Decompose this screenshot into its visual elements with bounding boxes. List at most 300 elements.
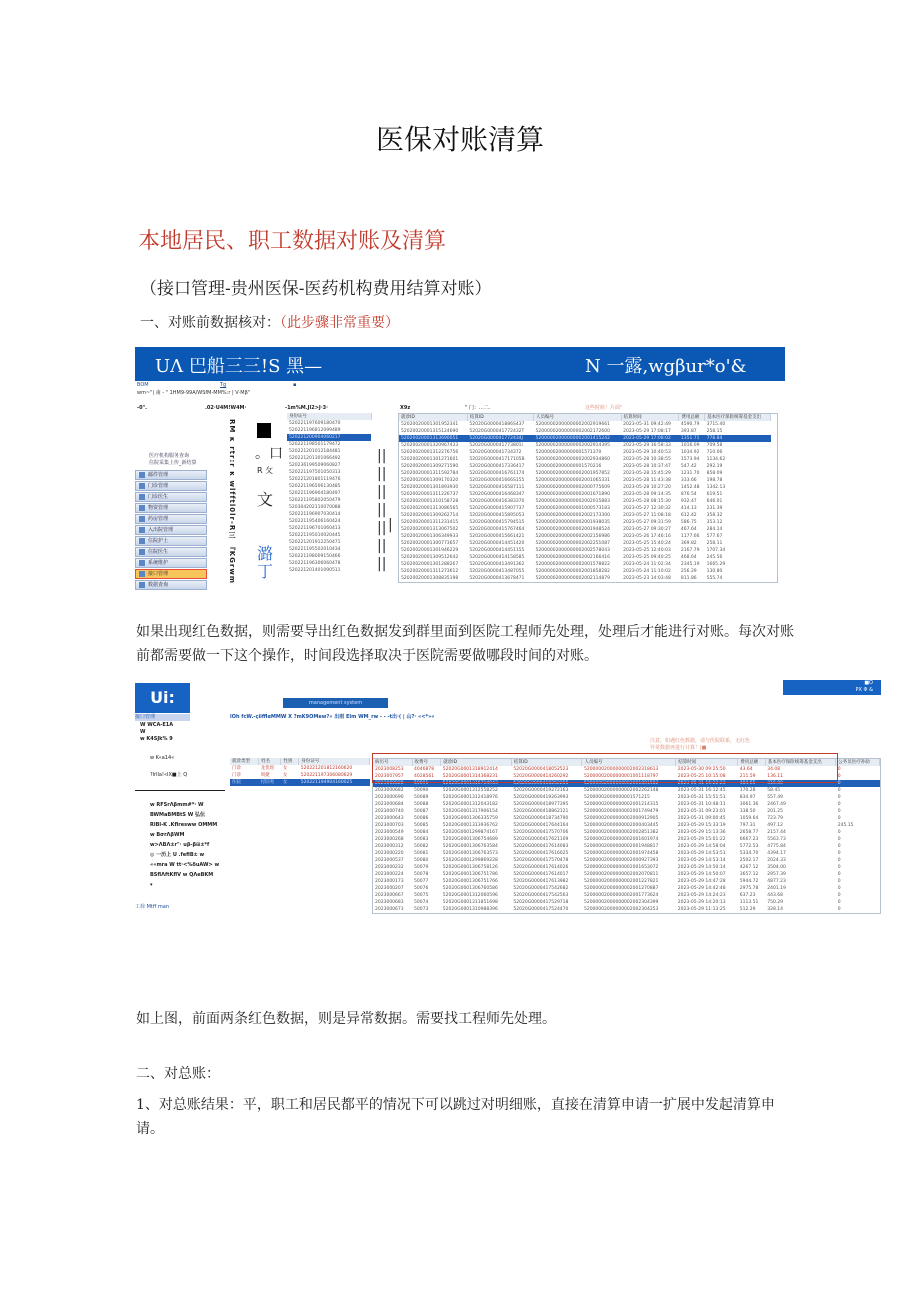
id-row[interactable] <box>287 441 371 448</box>
table-cell: 2345.19 <box>680 562 700 567</box>
nav-tree-item[interactable]: 医疗机构服务查询 <box>149 453 190 459</box>
table-row[interactable] <box>399 428 771 435</box>
table-cell: 52000002000000002000927393 <box>583 858 659 863</box>
id-row[interactable] <box>287 504 371 511</box>
table-row[interactable] <box>373 808 880 815</box>
table-cell: 52020020001308835198 <box>401 576 459 581</box>
table-cell: 52020020001301288267 <box>401 562 459 567</box>
table-cell: 50080 <box>414 858 429 863</box>
table-cell: 门诊 <box>232 766 241 771</box>
column-header[interactable]: 结算ID <box>467 414 533 421</box>
table-row[interactable] <box>373 857 880 864</box>
table-cell: 52000002000000002001801582 <box>582 780 676 787</box>
table-cell: 52020G0000417621109 <box>513 837 569 842</box>
table-cell: 2023-05-29 17:08:02 <box>621 435 679 442</box>
nav-line[interactable]: ▾ <box>150 882 153 888</box>
table-cell: 2023-05-31 16:12:45 <box>677 788 726 793</box>
table-cell: 52000002000000001571370 <box>535 450 602 455</box>
table-cell: 女 <box>282 766 288 771</box>
table-cell: 52020G0001299869228 <box>442 858 498 863</box>
table-cell: 284.14 <box>706 527 723 532</box>
table-cell: 0 <box>837 774 841 779</box>
table-row[interactable] <box>399 554 771 561</box>
glyph-4: 潞丁 <box>257 544 274 581</box>
id-row[interactable] <box>287 567 371 574</box>
table-cell: 2023-05-27 09:31:59 <box>623 520 671 525</box>
table-row[interactable] <box>399 526 771 533</box>
system-label-bar: management system <box>283 698 388 708</box>
table-cell: 52020G0000417542682 <box>513 886 569 891</box>
table-cell: 52020G0001314368231 <box>442 774 498 779</box>
table-cell: 4775.84 <box>767 844 786 849</box>
id-row[interactable] <box>287 490 371 497</box>
nav-line[interactable]: ?lrlla!«IX■上 Q <box>150 772 188 778</box>
nav-line[interactable]: w K«a14« <box>150 755 175 761</box>
table-cell: 52020020001301893930 <box>401 485 459 490</box>
nav-item[interactable]: 住院护士 <box>135 536 207 546</box>
table-cell: 5944.72 <box>739 879 759 884</box>
table-cell: 577.67 <box>706 534 723 539</box>
id-cell: 520221201012184481 <box>289 449 341 454</box>
nav-line[interactable]: ««mra W tt·<%δuAW> w <box>150 862 220 868</box>
table-cell: 52000002000000002002934860 <box>535 457 610 462</box>
nav-line[interactable]: W WCA-E1A <box>140 722 174 728</box>
table-row[interactable] <box>399 533 771 540</box>
nav-line[interactable]: W <box>140 729 146 735</box>
table-row[interactable] <box>399 505 771 512</box>
table-cell: 52000002000000002002166416 <box>535 555 610 560</box>
table-row[interactable] <box>373 871 880 878</box>
table-cell: 2023-05-29 17:08:17 <box>623 429 671 434</box>
table-cell: 50084 <box>414 830 429 835</box>
screenshot-red-data <box>135 680 881 1000</box>
logo: Ui: <box>135 683 190 713</box>
table-cell: 2023-05-29 14:58:04 <box>677 844 726 849</box>
id-row[interactable] <box>287 427 371 434</box>
table-row[interactable] <box>399 442 771 449</box>
table-cell: 258.15 <box>706 429 723 434</box>
table-cell: 2023000740 <box>375 809 404 814</box>
table-cell: 52000002000000002001578822 <box>535 562 610 567</box>
table-cell: 52000002000000002002304399 <box>583 900 659 905</box>
table-cell: 52020020001301946229 <box>401 548 459 553</box>
nav-item[interactable]: 物资管理 <box>135 503 207 513</box>
table-cell: 52020G0000418262255 <box>511 780 582 787</box>
nav-tree-item[interactable]: 住院采集上传_新结算 <box>149 460 197 466</box>
table-cell: 1573.94 <box>680 457 700 462</box>
table-row[interactable] <box>399 421 771 428</box>
column-header[interactable]: 姓名 <box>259 758 281 765</box>
column-header[interactable]: 性别 <box>281 758 299 765</box>
column-header[interactable]: 公务员医疗补助 <box>836 759 880 766</box>
table-cell: 211.59 <box>739 774 756 779</box>
table-cell: 201.25 <box>767 809 783 814</box>
table-cell: 52020020001306349933 <box>401 534 459 539</box>
table-cell: 52000002000000002001974458 <box>583 851 659 856</box>
table-row[interactable] <box>399 540 771 547</box>
id-cell: 520221198009150466 <box>289 554 341 559</box>
warning-note-line-2: 异常数据再进行计算！|■ <box>650 745 707 751</box>
nav-item[interactable]: 住院医生 <box>135 547 207 557</box>
table-cell: 52020G0001306751766 <box>442 879 498 884</box>
app-header-right: N 一露,wgβur*o'& <box>585 356 747 377</box>
table-row[interactable] <box>373 892 880 899</box>
column-header[interactable]: 基本医疗保险统筹基金支出 <box>765 759 836 766</box>
table-cell: 52000002000000002001415242 <box>534 435 622 442</box>
table-cell: 170.28 <box>739 788 756 793</box>
table-cell: 2023-05-23 14:03:48 <box>623 576 671 581</box>
table-cell: 52020G0000417613982 <box>513 879 569 884</box>
table-cell: 2975.78 <box>739 886 759 891</box>
table-row[interactable] <box>399 477 771 484</box>
table-cell: 52000002000000002001270887 <box>583 886 659 891</box>
table-row[interactable] <box>373 829 880 836</box>
table-cell: 2023000224 <box>375 872 404 877</box>
column-header[interactable]: 就诊ID <box>399 414 467 421</box>
table-cell: 586.75 <box>680 520 697 525</box>
nav-line[interactable]: w BσrΛβWM <box>150 832 185 838</box>
column-header[interactable]: 结算时间 <box>621 414 679 421</box>
id-row[interactable] <box>287 462 371 469</box>
table-cell: 4590.79 <box>680 422 700 427</box>
id-row[interactable] <box>287 539 371 546</box>
table-row[interactable] <box>399 561 771 568</box>
table-row[interactable] <box>230 765 370 772</box>
nav-line[interactable]: w>ΛBΛ±r"· uβ-β⊞±*f <box>150 842 210 848</box>
table-cell: 52020G0000417614017 <box>513 872 569 877</box>
table-cell: 52000002000000002002156986 <box>535 534 610 539</box>
table-cell: 52000002000000002001858282 <box>535 569 610 574</box>
nav-item[interactable]: 接口管理 <box>135 569 207 579</box>
nav-line[interactable]: ◎ 一历上 U .fefiB± w <box>150 852 205 858</box>
table-cell: 52020G0001306751786 <box>442 872 498 877</box>
table-cell: 52020020001309271590 <box>401 464 459 469</box>
table-cell: 52020G0000417616025 <box>513 851 569 856</box>
filter-label-4: X9z <box>400 405 411 411</box>
table-cell: 52000002000000002002173300 <box>535 513 610 518</box>
nav-line[interactable]: BSflΛftKflV w QΛeBKM <box>150 872 214 878</box>
table-cell: 52020G0000414158585 <box>469 555 525 560</box>
table-cell: 52000002000000002002070811 <box>583 872 659 877</box>
table-row[interactable] <box>373 850 880 857</box>
table-cell: 2023-05-29 14:20:13 <box>677 900 726 905</box>
table-cell: 门诊 <box>232 773 241 778</box>
table-cell: 258.11 <box>706 541 723 546</box>
id-row[interactable] <box>287 420 371 427</box>
column-header[interactable]: 身份证号 <box>299 758 370 765</box>
table-cell: 52000002000000002000403445 <box>583 823 659 828</box>
column-header[interactable]: 病历号 <box>373 759 412 766</box>
table-cell: 2023000673 <box>375 907 404 912</box>
table-cell: 52020020001309512642 <box>401 555 459 560</box>
table-cell: 497.12 <box>767 823 783 828</box>
table-cell: 2023-05-29 11:13:25 <box>677 907 726 912</box>
table-cell: 52020G0000417529718 <box>513 900 569 905</box>
table-cell: 52000002000000002001065331 <box>535 478 610 483</box>
id-row[interactable] <box>287 532 371 539</box>
table-cell: 52020020001312276756 <box>401 450 459 455</box>
table-cell: 2023-05-29 15:01:22 <box>677 837 726 842</box>
table-cell: 2023-05-25 10:15:08 <box>677 774 726 779</box>
table-cell: 2023-05-28 11:43:38 <box>623 478 671 483</box>
table-cell: 52020G0001312418976 <box>442 795 498 800</box>
column-header[interactable]: 人员编号 <box>534 414 622 421</box>
table-cell: 512.29 <box>739 907 756 912</box>
nav-item[interactable]: 药房管理 <box>135 514 207 524</box>
column-header[interactable]: 结算ID <box>511 759 582 766</box>
id-row[interactable] <box>287 448 371 455</box>
table-cell: 2023-05-24 11:10:02 <box>623 569 671 574</box>
table-cell: 52020G0001311851698 <box>442 900 498 905</box>
id-row[interactable] <box>287 483 371 490</box>
table-cell: 52020G000041772432T <box>469 429 525 434</box>
table-row[interactable] <box>373 878 880 885</box>
table-cell: 52020G0000418734790 <box>513 816 569 821</box>
table-cell: 393.87 <box>680 429 697 434</box>
table-row[interactable] <box>399 519 771 526</box>
table-cell: 50081 <box>414 851 429 856</box>
table-cell: 3657.12 <box>739 872 759 877</box>
table-cell: 50078 <box>414 872 429 877</box>
paragraph-abnormal: 如上图，前面两条红色数据，则是异常数据。需要找工程师先处理。 <box>136 1011 556 1027</box>
table-cell: 0 <box>837 788 841 793</box>
id-cell: 520221196506130485 <box>289 484 341 489</box>
table-cell: 2023-05-27 11:08:18 <box>623 513 671 518</box>
table-row[interactable] <box>230 772 370 779</box>
vertical-label: RM κ rtr:r κ wlfftl0lr-R三 『KGrwm <box>228 419 236 585</box>
table-cell: 52020G0000416383370 <box>469 499 525 504</box>
id-row[interactable] <box>287 560 371 567</box>
id-row[interactable] <box>287 525 371 532</box>
table-cell: 2023000207 <box>375 886 404 891</box>
table-cell: 2023-05-28 10:38:55 <box>623 457 671 462</box>
settlement-table <box>398 413 778 583</box>
table-row[interactable] <box>373 906 880 913</box>
table-row[interactable] <box>373 794 880 801</box>
filter-label-1: -0". <box>137 405 148 411</box>
table-cell: 2023-05-28 10:27:20 <box>623 485 671 490</box>
table-cell: 52020G0000419263993 <box>513 795 569 800</box>
table-cell: 256.29 <box>680 569 697 574</box>
table-cell: 52020G0000416587111 <box>469 485 525 490</box>
table-cell: 52020G0001306760586 <box>442 886 498 891</box>
table-cell: 2023000537 <box>375 858 404 863</box>
table-row[interactable] <box>399 575 771 582</box>
table-row[interactable] <box>373 787 880 794</box>
id-row[interactable] <box>287 518 371 525</box>
table-cell: 1707.34 <box>706 548 726 553</box>
table-row[interactable] <box>399 463 771 470</box>
table-row[interactable] <box>399 484 771 491</box>
table-cell: 3504.00 <box>767 865 786 870</box>
table-row[interactable] <box>399 491 771 498</box>
table-cell: 3061.36 <box>739 802 759 807</box>
table-row[interactable] <box>399 512 771 519</box>
column-header[interactable]: 结算时间 <box>676 759 738 766</box>
table-cell: 2023-05-26 17:46:16 <box>623 534 671 539</box>
table-cell: 520221197306080629 <box>300 773 353 778</box>
table-row[interactable] <box>399 568 771 575</box>
glyph-1: 。口 <box>255 446 283 462</box>
table-cell: 0 <box>837 809 841 814</box>
table-cell: 2023-05-25 09:40:25 <box>623 555 671 560</box>
id-cell: 520221197501050313 <box>289 470 341 475</box>
column-header[interactable]: 收费号 <box>412 759 441 766</box>
table-cell: 858.09 <box>706 471 723 476</box>
table-cell: 876.54 <box>680 492 697 497</box>
table-cell: 231.39 <box>706 506 723 511</box>
table-row[interactable] <box>373 836 880 843</box>
table-row[interactable] <box>399 470 771 477</box>
table-cell: 女 <box>281 779 299 786</box>
table-cell: 834.97 <box>739 795 756 800</box>
nav-line[interactable]: RlBl-K .Kflresww OMMM <box>150 822 218 828</box>
table-cell: 1134.62 <box>706 457 726 462</box>
table-cell: 52020G0001306763573 <box>442 851 498 856</box>
table-cell: 52000002000000001570216 <box>535 464 602 469</box>
id-row[interactable] <box>287 497 371 504</box>
table-row[interactable] <box>399 449 771 456</box>
column-header[interactable]: 费用总额 <box>679 414 705 421</box>
table-cell: 5334.70 <box>739 851 759 856</box>
table-cell: 52020020001301271601 <box>401 457 459 462</box>
table-cell: 710.06 <box>706 450 723 455</box>
id-row[interactable] <box>287 469 371 476</box>
column-header[interactable]: 基本医疗保险统筹基金支出 <box>705 414 771 421</box>
table-cell: 2023-05-25 12:40:03 <box>623 548 671 553</box>
column-header[interactable]: 就诊ID <box>441 759 512 766</box>
table-cell: 2023-05-31 16:22:23 <box>676 780 738 787</box>
table-cell: 1452.48 <box>680 485 700 490</box>
table-cell: 333.66 <box>680 478 697 483</box>
table-cell: 52000002000000002002251087 <box>535 541 610 546</box>
id-row[interactable] <box>287 455 371 462</box>
table-cell: 198.78 <box>706 478 723 483</box>
filter-label-3: -1m%M.Jl2>J·3· <box>285 405 329 411</box>
table-cell: 52020G0000417614026 <box>513 865 569 870</box>
table-cell: 52020G0001316714943 <box>441 780 512 787</box>
table-row[interactable] <box>373 843 880 850</box>
table-cell: 2167.79 <box>680 548 700 553</box>
table-cell: 316.80 <box>765 780 836 787</box>
id-cell: 520221200904060217 <box>287 434 371 441</box>
table-row[interactable] <box>373 822 880 829</box>
table-row[interactable] <box>373 899 880 906</box>
table-cell: 50091 <box>412 780 441 787</box>
document-title: 医保对账清算 <box>375 123 544 156</box>
table-cell: 52020020001311226737 <box>401 492 459 497</box>
divider-marks: || || || || || || || <box>377 448 387 572</box>
table-row[interactable] <box>373 815 880 822</box>
table-cell: 2023-05-31 10:48:11 <box>677 802 726 807</box>
table-cell: 52000002000000002000775609 <box>535 485 610 490</box>
nav-title[interactable]: 接口管理 <box>135 714 190 721</box>
table-row[interactable] <box>373 885 880 892</box>
table-cell: 52020G0001313936762 <box>442 823 498 828</box>
id-row[interactable] <box>287 511 371 518</box>
table-cell: 52020G0000413678471 <box>469 576 525 581</box>
table-cell: 932.47 <box>680 499 697 504</box>
column-header[interactable]: 就诊类型 <box>230 758 259 765</box>
id-row[interactable] <box>287 434 371 441</box>
table-cell: 50086 <box>414 816 429 821</box>
nav-line[interactable]: BWMaBMBtS W 弘伝 <box>150 812 205 818</box>
table-cell: 52020G0000413491362 <box>469 562 525 567</box>
id-column-header: 身份证号 <box>287 413 371 420</box>
table-cell: 52000002000000002002318613 <box>583 767 659 772</box>
table-cell: 50088 <box>414 802 429 807</box>
nav-item[interactable]: 邮件管理 <box>135 470 207 480</box>
table-cell: 52020G0000419272163 <box>513 788 569 793</box>
side-nav <box>135 453 207 591</box>
nav-line[interactable]: w RFSrΛβmm#*· W <box>150 802 204 808</box>
table-cell: 0 <box>837 886 841 891</box>
table-cell: 52000002000000002002578043 <box>535 548 610 553</box>
table-cell: 52020G0000418977395 <box>513 802 569 807</box>
nav-item[interactable]: 入出院管理 <box>135 525 207 535</box>
patient-table <box>230 758 370 786</box>
table-cell: 52000002000000002001671890 <box>535 492 610 497</box>
nav-item[interactable]: 数据查询 <box>135 580 207 590</box>
table-cell: 52020G0000418862121 <box>513 809 569 814</box>
id-row[interactable] <box>287 476 371 483</box>
table-cell: 2023000667 <box>375 893 404 898</box>
table-cell: 5772.53 <box>739 844 759 849</box>
table-cell: 50083 <box>414 837 429 842</box>
table-cell: 2023007957 <box>375 774 404 779</box>
table-row[interactable] <box>399 435 771 442</box>
table-cell: 52020G0000417614083 <box>513 844 569 849</box>
table-cell: 467.64 <box>680 527 697 532</box>
table-row[interactable] <box>373 801 880 808</box>
toolbar-dot: ▪ <box>293 382 297 388</box>
column-header[interactable]: 人员编号 <box>582 759 676 766</box>
table-row[interactable] <box>399 456 771 463</box>
nav-item[interactable]: 系统维护 <box>135 558 207 568</box>
table-cell: 50079 <box>414 865 429 870</box>
table-cell: 34.08 <box>767 767 781 772</box>
table-cell: 414.13 <box>680 506 697 511</box>
id-cell: 520221195010020445 <box>289 533 341 538</box>
table-row[interactable] <box>373 864 880 871</box>
table-cell: 0 <box>837 802 841 807</box>
table-cell: 2023-05-28 15:45:29 <box>623 471 671 476</box>
table-cell: 52000002000000001001118797 <box>583 774 659 779</box>
table-cell: 0 <box>837 816 841 821</box>
nav-footer[interactable]: 工荷 Mtff man <box>135 904 170 910</box>
table-cell: 338.50 <box>739 809 756 814</box>
table-row[interactable] <box>230 779 370 786</box>
table-cell: 52020020001309262714 <box>401 513 459 518</box>
table-cell: 52020020001309170320 <box>401 478 459 483</box>
id-cell: 520221196907030414 <box>289 512 341 517</box>
nav-item[interactable]: 门诊医生 <box>135 492 207 502</box>
nav-item[interactable]: 门诊管理 <box>135 481 207 491</box>
nav-line[interactable]: w K4SJk% 9 <box>140 736 173 742</box>
table-cell: 50073 <box>414 907 429 912</box>
id-cell: 520221196306060478 <box>289 561 341 566</box>
column-header[interactable]: 费用总额 <box>738 759 766 766</box>
table-cell: 0 <box>837 858 841 863</box>
id-cell: 520221195406160424 <box>289 519 341 524</box>
toolbar-link[interactable]: Tg <box>220 382 227 388</box>
table-row[interactable] <box>399 498 771 505</box>
id-row[interactable] <box>287 553 371 560</box>
table-row[interactable] <box>399 547 771 554</box>
id-row[interactable] <box>287 546 371 553</box>
table-cell: 52020G0001312043182 <box>442 802 498 807</box>
table-cell: 2023000690 <box>375 795 404 800</box>
